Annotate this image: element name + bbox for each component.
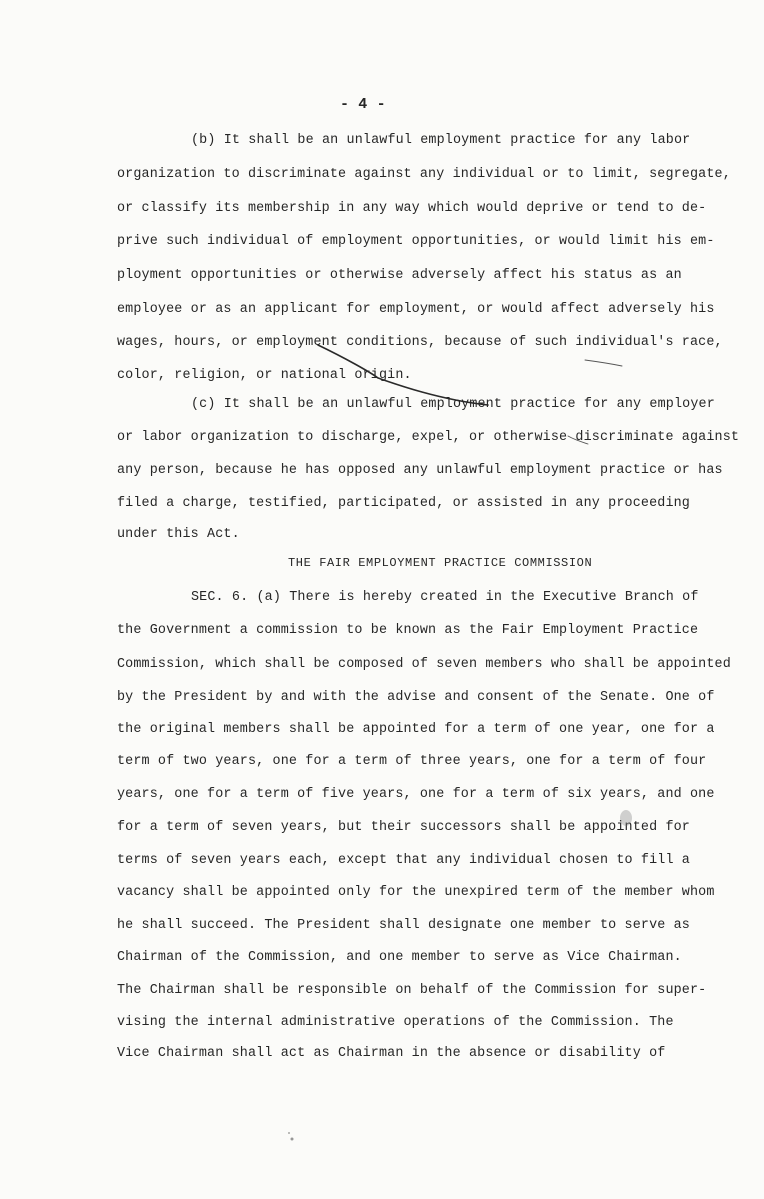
section-6-line: Vice Chairman shall act as Chairman in the absence or disability of [117,1046,666,1061]
paragraph-c-line: filed a charge, testified, participated, or assisted in any proceeding [117,496,690,511]
section-6-line: vacancy shall be appointed only for the unexpired term of the member whom [117,885,715,900]
section-6-line: years, one for a term of five years, one for a term of six years, and one [117,787,715,802]
section-6-line: terms of seven years each, except that any individual chosen to fill a [117,853,690,868]
paragraph-b-line: ployment opportunities or otherwise adversely affect his status as an [117,268,682,283]
section-6-line: SEC. 6. (a) There is hereby created in the Executive Branch of [191,590,699,605]
paragraph-b-line: wages, hours, or employment conditions, because of such individual's race, [117,335,723,350]
paragraph-b-line: color, religion, or national origin. [117,368,412,383]
section-6-line: by the President by and with the advise and consent of the Senate. One of [117,690,715,705]
paragraph-c-line: under this Act. [117,527,240,542]
page-number: - 4 - [340,96,386,113]
section-heading: THE FAIR EMPLOYMENT PRACTICE COMMISSION [288,556,593,570]
section-6-line: The Chairman shall be responsible on behalf of the Commission for super- [117,983,707,998]
paragraph-b-line: (b) It shall be an unlawful employment practice for any labor [191,133,691,148]
section-6-line: for a term of seven years, but their successors shall be appointed for [117,820,690,835]
paragraph-b-line: or classify its membership in any way which would deprive or tend to de- [117,201,707,216]
paragraph-b-line: organization to discriminate against any individual or to limit, segregate, [117,167,731,182]
section-6-line: term of two years, one for a term of three years, one for a term of four [117,754,707,769]
section-6-line: vising the internal administrative operations of the Commission. The [117,1015,674,1030]
section-6-line: he shall succeed. The President shall designate one member to serve as [117,918,690,933]
section-6-line: Chairman of the Commission, and one member to serve as Vice Chairman. [117,950,682,965]
paragraph-c-line: any person, because he has opposed any unlawful employment practice or has [117,463,723,478]
section-6-line: Commission, which shall be composed of seven members who shall be appointed [117,657,731,672]
section-6-line: the Government a commission to be known as the Fair Employment Practice [117,623,699,638]
paragraph-b-line: prive such individual of employment opportunities, or would limit his em- [117,234,715,249]
section-6-line: the original members shall be appointed for a term of one year, one for a [117,722,715,737]
paragraph-b-line: employee or as an applicant for employment, or would affect adversely his [117,302,715,317]
paragraph-c-line: (c) It shall be an unlawful employment practice for any employer [191,397,715,412]
paragraph-c-line: or labor organization to discharge, expel, or otherwise discriminate against [117,430,740,445]
